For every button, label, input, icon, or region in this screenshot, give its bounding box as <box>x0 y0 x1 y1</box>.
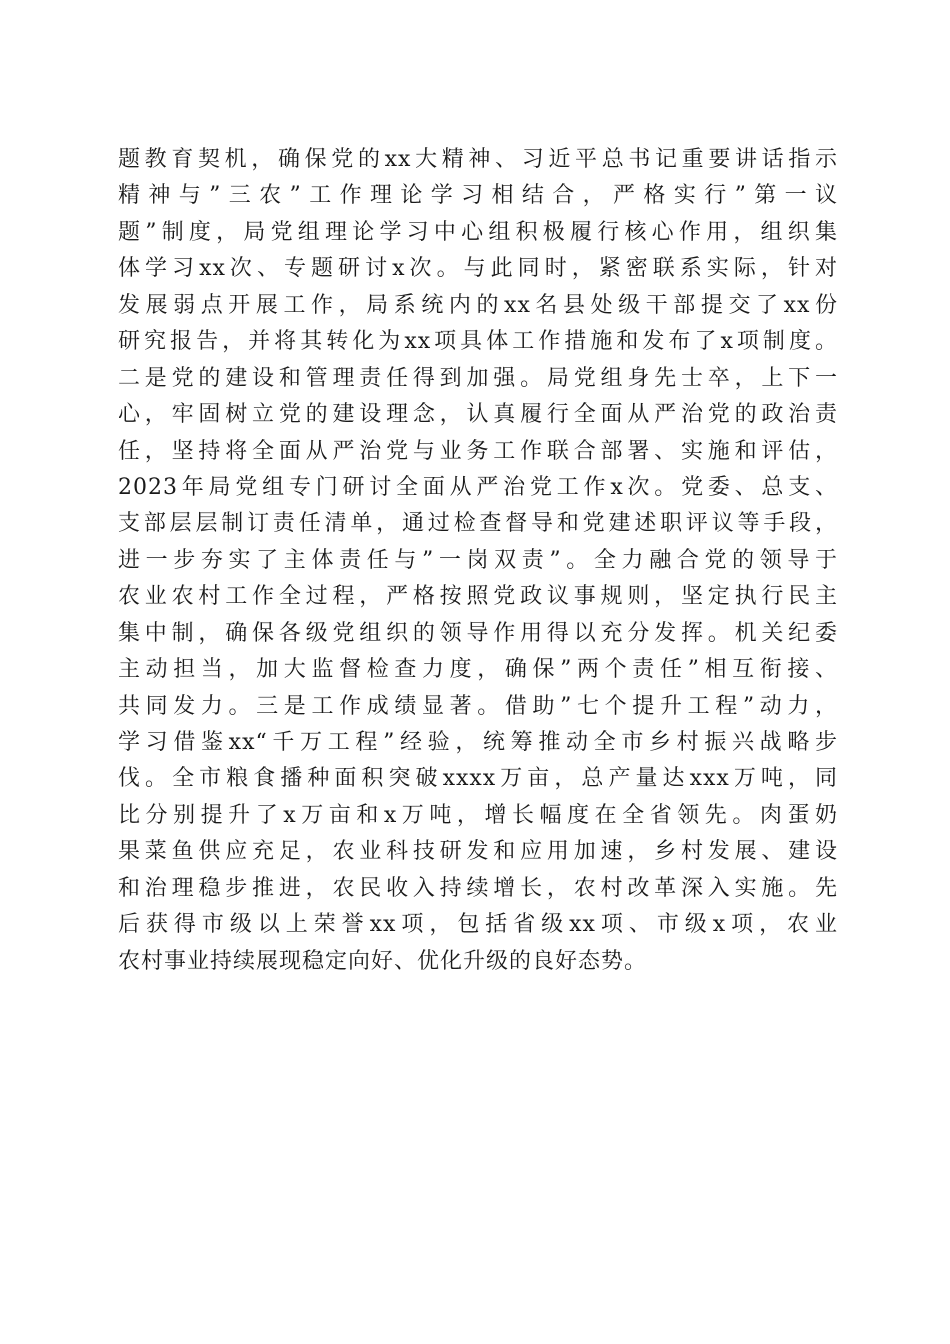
text-line: 共同发力。三是工作成绩显著。借助”七个提升工程”动力， <box>118 693 838 719</box>
text-line: 主动担当，加大监督检查力度，确保”两个责任”相互衔接、 <box>118 657 838 683</box>
text-line: 精神与”三农”工作理论学习相结合，严格实行”第一议 <box>118 183 838 209</box>
text-line-last: 农村事业持续展现稳定向好、优化升级的良好态势。 <box>118 948 648 974</box>
text-line: 研究报告，并将其转化为xx项具体工作措施和发布了x项制度。 <box>118 329 838 355</box>
text-line: 伐。全市粮食播种面积突破xxxx万亩，总产量达xxx万吨，同 <box>118 766 838 792</box>
text-line: 农业农村工作全过程，严格按照党政议事规则，坚定执行民主 <box>118 584 838 610</box>
text-line: 二是党的建设和管理责任得到加强。局党组身先士卒，上下一 <box>118 365 838 391</box>
text-line: 支部层层制订责任清单，通过检查督导和党建述职评议等手段， <box>118 511 838 537</box>
text-line: 比分别提升了x万亩和x万吨，增长幅度在全省领先。肉蛋奶 <box>118 802 838 828</box>
text-line: 心，牢固树立党的建设理念，认真履行全面从严治党的政治责 <box>118 402 838 428</box>
text-line: 进一步夯实了主体责任与”一岗双责”。全力融合党的领导于 <box>118 547 838 573</box>
text-line: 学习借鉴xx“千万工程”经验，统筹推动全市乡村振兴战略步 <box>118 730 838 755</box>
text-line: 果菜鱼供应充足，农业科技研发和应用加速，乡村发展、建设 <box>118 839 838 865</box>
text-line: 2023年局党组专门研讨全面从严治党工作x次。党委、总支、 <box>118 474 838 500</box>
text-line: 集中制，确保各级党组织的领导作用得以充分发挥。机关纪委 <box>118 620 838 646</box>
text-line: 题教育契机，确保党的xx大精神、习近平总书记重要讲话指示 <box>118 147 838 172</box>
text-line: 后获得市级以上荣誉xx项，包括省级xx项、市级x项，农业 <box>118 912 838 938</box>
text-line: 题”制度，局党组理论学习中心组积极履行核心作用，组织集 <box>118 219 838 245</box>
body-paragraph <box>118 142 838 980</box>
text-line: 体学习xx次、专题研讨x次。与此同时，紧密联系实际，针对 <box>118 256 838 282</box>
text-line: 任，坚持将全面从严治党与业务工作联合部署、实施和评估， <box>118 438 838 464</box>
text-line: 发展弱点开展工作，局系统内的xx名县处级干部提交了xx份 <box>118 292 838 318</box>
text-line: 和治理稳步推进，农民收入持续增长，农村改革深入实施。先 <box>118 875 838 901</box>
